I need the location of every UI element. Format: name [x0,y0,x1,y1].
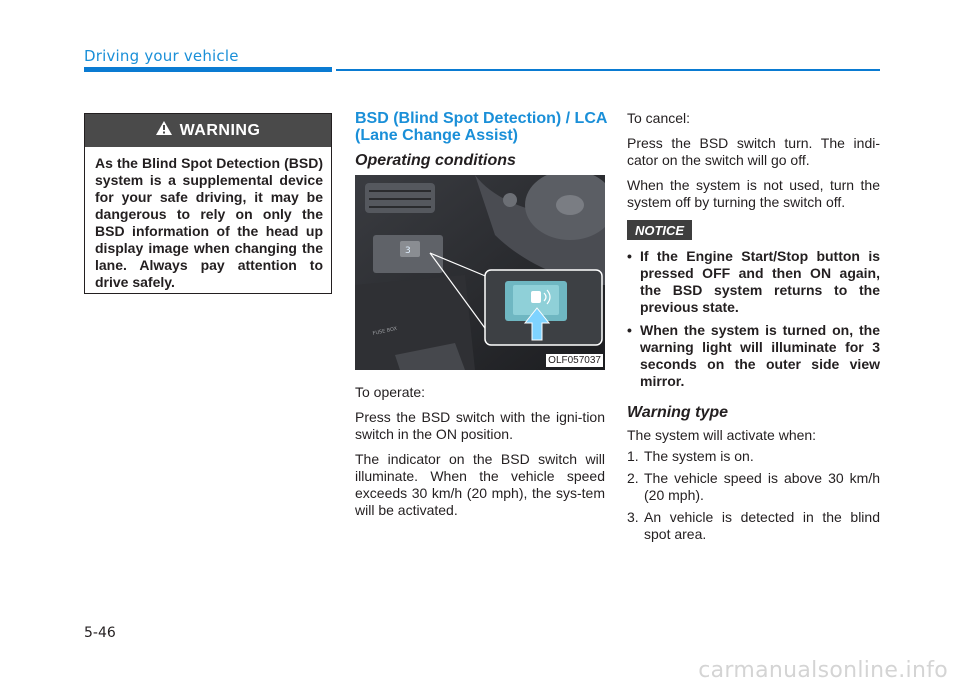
notice-item [627,248,880,316]
watermark: carmanualsonline.info [698,658,948,683]
condition-text: An vehicle is detected in the blind spot area. [644,509,880,542]
condition-item [627,448,880,465]
condition-text: The vehicle speed is above 30 km/h (20 mph). [644,470,880,503]
condition-item [627,509,880,543]
condition-number: 2. [627,470,639,486]
figure-code: OLF057037 [548,355,601,366]
operating-conditions-heading: Operating conditions [355,152,516,169]
cancel-label: To cancel: [627,110,691,126]
dashboard-illustration [355,175,605,370]
notice-item-text: When the system is turned on, the warning light will illuminate for 3 seconds on the outer side view mirror. [640,322,880,389]
cancel-paragraph-2: When the system is not used, turn the system off by turning the switch off. [627,177,880,210]
warning-triangle-icon [156,121,172,140]
warning-text: As the Blind Spot Detection (BSD) system is a supplemental device for your safe driving, it may be dangerous to rely on only the BSD information of the head up display image when changing the lane. Always pay attention to drive safely. [95,155,323,290]
notice-badge: NOTICE [627,220,692,240]
warning-header [85,114,331,147]
page-number: 5-46 [84,625,116,641]
warning-box [84,113,332,294]
bullet-icon: • [627,248,632,264]
condition-text: The system is on. [644,448,754,464]
condition-number: 1. [627,448,639,464]
svg-text:3: 3 [405,246,411,256]
header-rule-thin [336,69,880,71]
operate-instructions [355,384,605,527]
condition-number: 3. [627,509,639,525]
section-title: BSD (Blind Spot Detection) / LCA (Lane Change Assist) [355,110,607,144]
condition-item [627,470,880,504]
operate-label: To operate: [355,384,426,400]
header-rule-thick [84,67,332,72]
operate-paragraph-2: The indicator on the BSD switch will illuminate. When the vehicle speed exceeds 30 km/h (20 mph), the sys-tem will be activated. [355,451,605,518]
notice-item-text: If the Engine Start/Stop button is pressed OFF and then ON again, the BSD system returns to the previous state. [640,248,880,315]
cancel-instructions [627,110,880,219]
operate-paragraph-1: Press the BSD switch with the igni-tion switch in the ON position. [355,409,605,442]
section-header: Driving your vehicle [84,47,239,65]
notice-item [627,322,880,390]
cancel-paragraph-1: Press the BSD switch turn. The indi-cator on the switch will go off. [627,135,880,168]
warning-label: WARNING [179,121,261,139]
activate-intro: The system will activate when: [627,427,817,443]
notice-list [627,248,880,396]
activation-conditions [627,448,880,548]
svg-text:FUSE BOX: FUSE BOX [372,325,398,337]
warning-type-heading: Warning type [627,404,729,421]
bsd-switch-figure [355,175,605,370]
bullet-icon: • [627,322,632,338]
